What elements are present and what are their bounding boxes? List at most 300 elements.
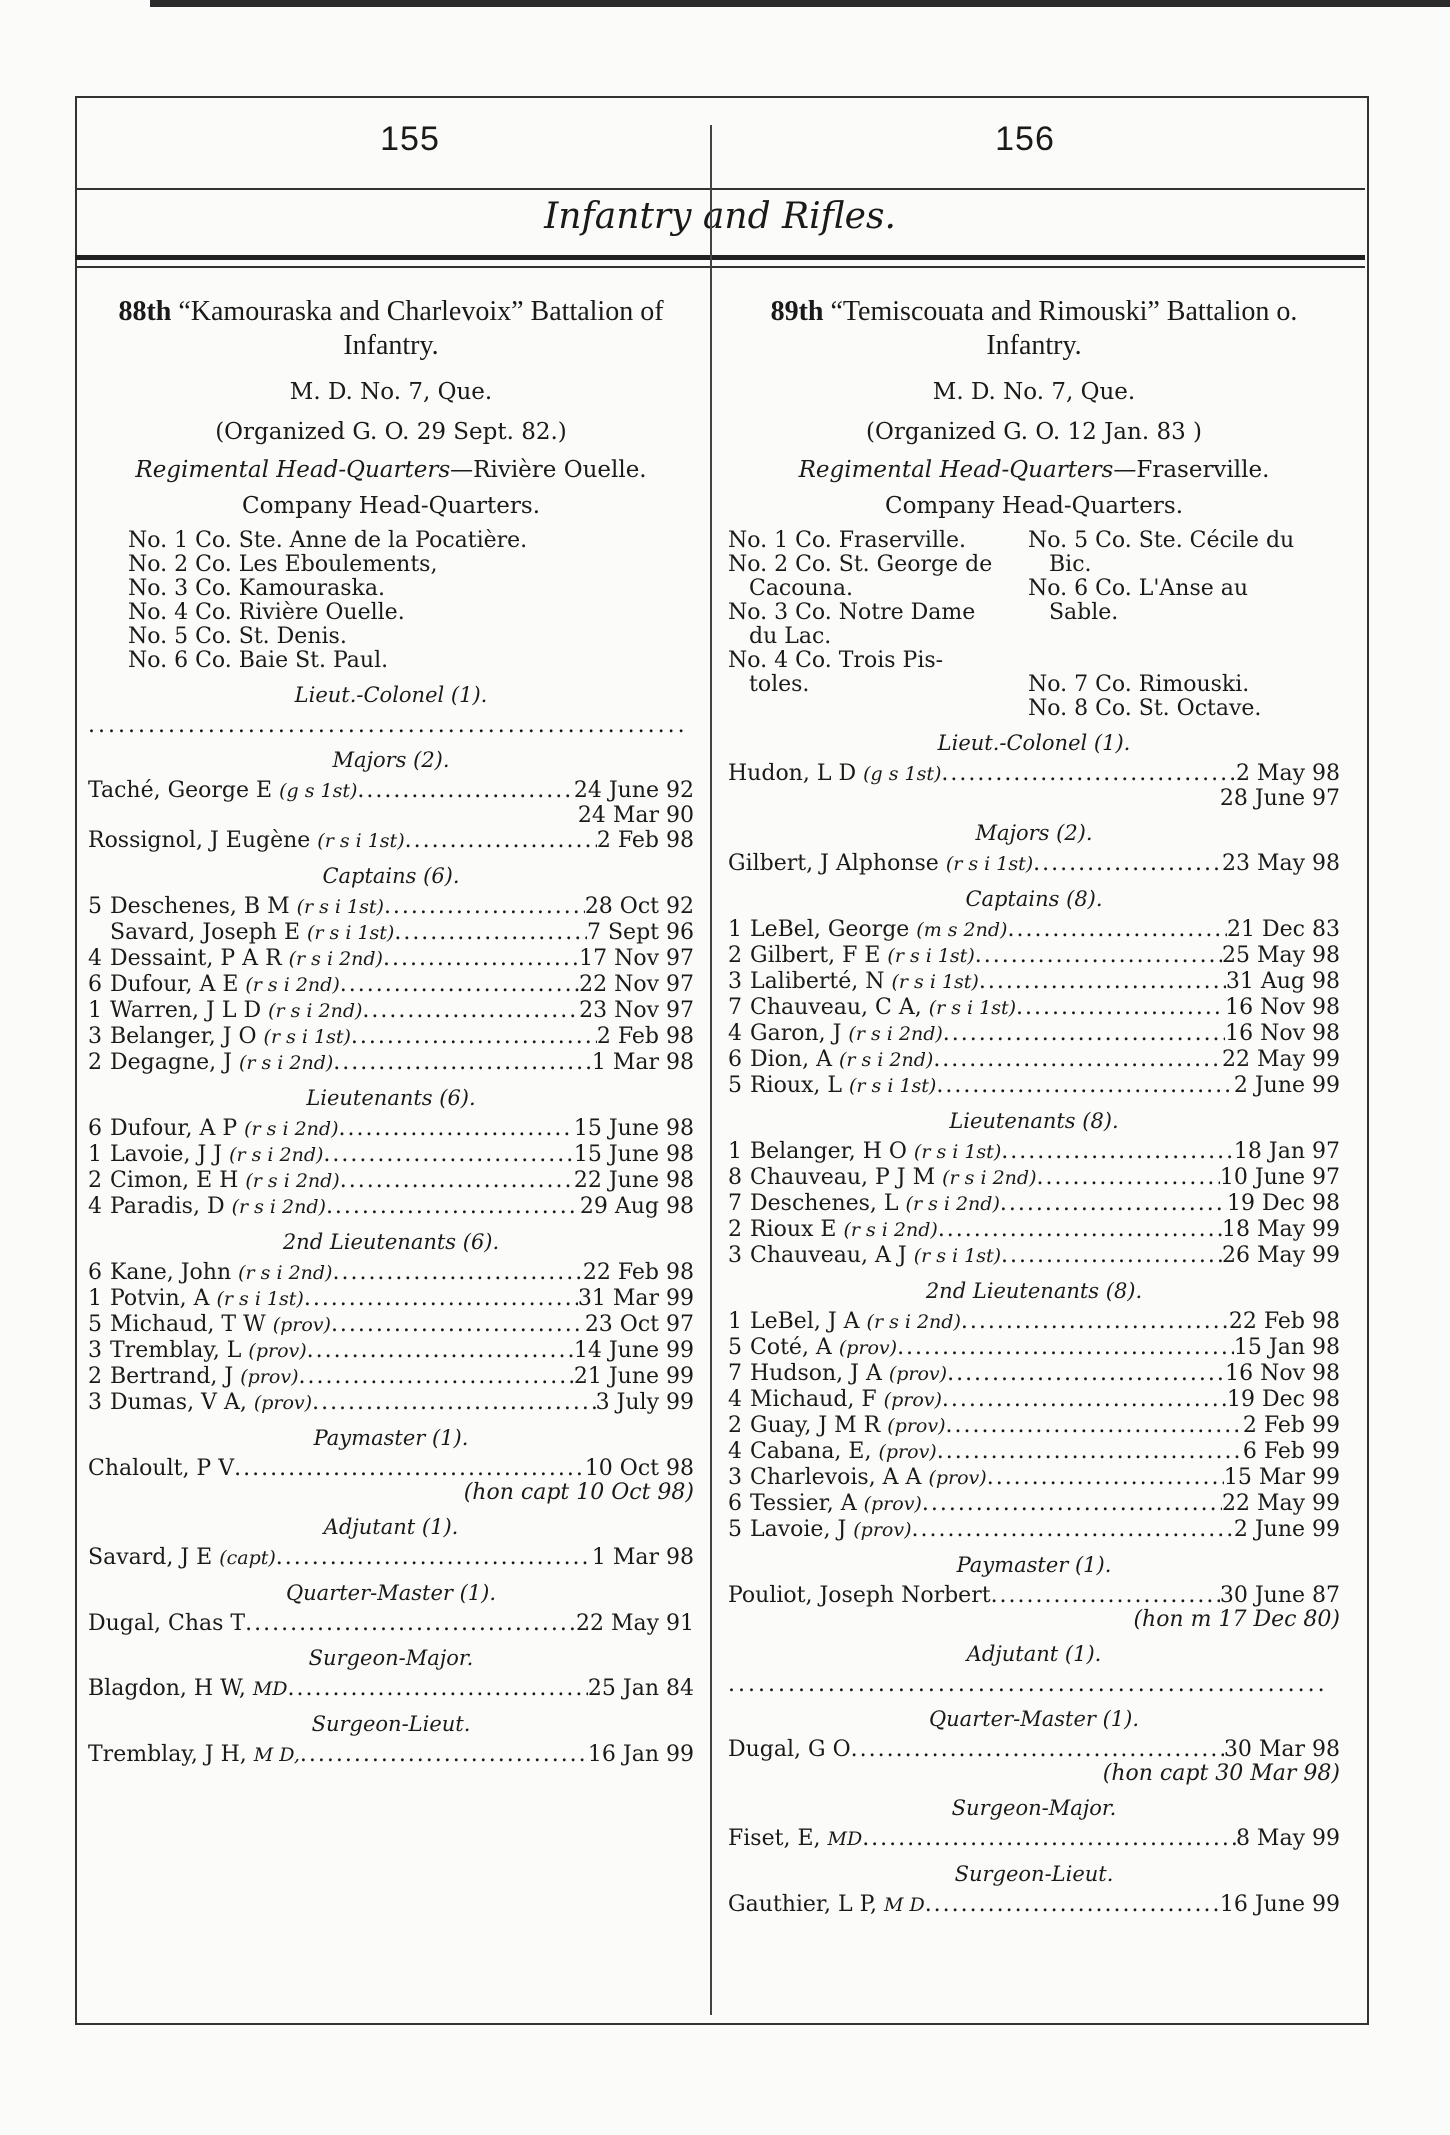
officer-entry [88, 894, 694, 920]
officer-qualification: (r s i 2nd) [288, 948, 383, 970]
commission-date: 16 Nov 98 [1225, 995, 1340, 1020]
page-number-right: 156 [995, 120, 1055, 158]
officer-qualification: MD [827, 1828, 863, 1850]
leader-dots [1007, 917, 1227, 943]
officer-entry [88, 1545, 694, 1571]
entry-number: 4 [728, 1439, 742, 1464]
regimental-hq: Regimental Head-Quarters—Fraserville. [798, 457, 1270, 483]
entry-number: 1 [728, 1309, 742, 1334]
commission-date: 1 Mar 98 [591, 1545, 694, 1570]
officer-name: Gilbert, F E (r s i 1st) [750, 943, 975, 968]
officer-qualification: (r s i 2nd) [866, 1311, 961, 1333]
commission-date: 1 Mar 98 [591, 1050, 694, 1075]
officer-name: Dufour, A E (r s i 2nd) [110, 972, 340, 997]
entry-number: 6 [88, 972, 102, 997]
officer-qualification: (r s i 1st) [913, 1141, 1002, 1163]
entry-number: 2 [728, 1413, 742, 1438]
company-item: No. 5 Co. St. Denis. [128, 624, 347, 649]
commission-date: 22 May 99 [1221, 1047, 1340, 1072]
officer-entry [728, 1491, 1340, 1517]
commission-date: 23 May 98 [1221, 851, 1340, 876]
entry-number: 7 [728, 1361, 742, 1386]
entry-number: 1 [88, 998, 102, 1023]
officer-name: Chaloult, P V [88, 1456, 235, 1481]
leader-dots [961, 1309, 1229, 1335]
commission-date: 29 Aug 98 [579, 1194, 694, 1219]
entry-number: 1 [728, 917, 742, 942]
officer-name: Rioux, L (r s i 1st) [750, 1073, 937, 1098]
officer-list [728, 917, 1340, 1099]
commission-date: 21 Dec 83 [1227, 917, 1340, 942]
officer-name: LeBel, J A (r s i 2nd) [750, 1309, 961, 1334]
leader-dots [304, 1286, 578, 1312]
company-item: No. 4 Co. Rivière Ouelle. [128, 600, 405, 625]
officer-qualification: (r s i 2nd) [245, 974, 340, 996]
officer-qualification: (r s i 2nd) [229, 1144, 324, 1166]
officer-name: Dion, A (r s i 2nd) [750, 1047, 934, 1072]
rank-heading: Adjutant (1). [966, 1642, 1102, 1666]
company-hq-label: Company Head-Quarters. [884, 493, 1184, 519]
commission-date: 23 Oct 97 [584, 1312, 694, 1337]
leader-dots [300, 1742, 588, 1768]
rank-heading: Surgeon-Major. [308, 1646, 474, 1670]
leader-dots [991, 1583, 1220, 1608]
officer-name: Gilbert, J Alphonse (r s i 1st) [728, 851, 1034, 876]
entry-number: 3 [88, 1390, 102, 1415]
entry-number: 6 [728, 1491, 742, 1516]
leader-dots [897, 1335, 1234, 1361]
leader-dots [323, 1142, 573, 1168]
commission-date: 14 June 99 [573, 1338, 694, 1363]
section-title: Infantry and Rifles. [544, 196, 896, 237]
commission-date: 30 Mar 98 [1223, 1737, 1340, 1762]
officer-entry [728, 1073, 1340, 1099]
commission-date: 26 May 99 [1221, 1243, 1340, 1268]
officer-qualification: (capt) [219, 1547, 276, 1569]
leader-dots [943, 1021, 1225, 1047]
commission-date: 16 Nov 98 [1225, 1361, 1340, 1386]
commission-date: 15 Mar 99 [1223, 1465, 1340, 1490]
rank-heading: Adjutant (1). [323, 1515, 459, 1539]
officer-name: Fiset, E, MD [728, 1826, 863, 1851]
leader-dots [975, 943, 1222, 969]
officer-entry [88, 1312, 694, 1338]
company-list-col-b: No. 5 Co. Ste. Cécile du Bic. No. 6 Co. L'Anse au Sable. No. 7 Co. Rimouski. No. 8 Co. St. Octave. [1028, 528, 1295, 721]
leader-dots [979, 969, 1226, 995]
entry-note: (hon capt 10 Oct 98) [463, 1480, 694, 1505]
officer-entry [728, 1413, 1340, 1439]
rank-heading: Paymaster (1). [956, 1553, 1112, 1577]
commission-date: 15 June 98 [573, 1142, 694, 1167]
officer-name: LeBel, George (m s 2nd) [750, 917, 1008, 942]
rank-heading: Surgeon-Lieut. [311, 1712, 471, 1736]
officer-entry [728, 1047, 1340, 1073]
leader-dots [1001, 1243, 1222, 1269]
commission-date: 22 Nov 97 [579, 972, 694, 997]
officer-name: Savard, J E (capt) [88, 1545, 276, 1570]
organized-note: (Organized G. O. 29 Sept. 82.) [215, 419, 567, 445]
organized-note: (Organized G. O. 12 Jan. 83 ) [866, 419, 1202, 445]
entry-number: 1 [728, 1139, 742, 1164]
entry-number: 6 [728, 1047, 742, 1072]
officer-name: Guay, J M R (prov) [750, 1413, 946, 1438]
entry-number [88, 920, 110, 946]
rank-heading: Quarter-Master (1). [928, 1707, 1140, 1731]
commission-date: 18 Jan 97 [1233, 1139, 1340, 1164]
entry-number: 4 [728, 1387, 742, 1412]
commission-date: 16 June 99 [1219, 1892, 1340, 1917]
entry-number: 3 [728, 1243, 742, 1268]
officer-qualification: (r s i 1st) [216, 1288, 304, 1310]
commission-date: 7 Sept 96 [587, 920, 694, 945]
officer-name: Charlevois, A A (prov) [750, 1465, 987, 1490]
commission-date: 6 Feb 99 [1242, 1439, 1340, 1464]
company-hq-label: Company Head-Quarters. [241, 493, 541, 519]
leader-dots [862, 1826, 1236, 1852]
commission-date: 18 May 99 [1221, 1217, 1340, 1242]
officer-name: Lavoie, J (prov) [750, 1517, 912, 1542]
officer-name: Chauveau, A J (r s i 1st) [750, 1243, 1002, 1268]
officer-qualification: (r s i 1st) [891, 971, 979, 993]
officer-list [88, 1545, 694, 1571]
officer-entry [88, 1286, 694, 1312]
officer-name: Dugal, Chas T [88, 1611, 246, 1636]
officer-entry [88, 1611, 694, 1636]
entry-number: 4 [88, 1194, 102, 1219]
officer-entry [88, 998, 694, 1024]
officer-name: Bertrand, J (prov) [110, 1364, 299, 1389]
commission-date: 19 Dec 98 [1227, 1387, 1340, 1412]
commission-date: 2 June 99 [1233, 1517, 1340, 1542]
officer-name: Deschenes, L (r s i 2nd) [750, 1191, 1000, 1216]
officer-entry [88, 1456, 694, 1481]
commission-date: 2 Feb 98 [596, 828, 694, 853]
leader-dots [298, 1364, 573, 1390]
entry-number: 3 [728, 969, 742, 994]
officer-name: Laliberté, N (r s i 1st) [750, 969, 979, 994]
officer-name: Pouliot, Joseph Norbert [728, 1583, 991, 1608]
commission-date: 16 Nov 98 [1225, 1021, 1340, 1046]
commission-date: 2 Feb 98 [596, 1024, 694, 1049]
officer-qualification: (prov) [240, 1366, 299, 1388]
officer-name: Potvin, A (r s i 1st) [110, 1286, 304, 1311]
entry-number: 5 [728, 1073, 742, 1098]
entry-number: 7 [728, 1191, 742, 1216]
officer-qualification: MD [252, 1678, 288, 1700]
officer-qualification: (g s 1st) [863, 763, 942, 785]
leader-dots [946, 1413, 1243, 1439]
officer-qualification: (r s i 1st) [887, 945, 975, 967]
entry-number: 2 [88, 1168, 102, 1193]
officer-entry [88, 1390, 694, 1416]
officer-name: Hudon, L D (g s 1st) [728, 761, 942, 786]
officer-qualification: (prov) [863, 1493, 922, 1515]
officer-name: Chauveau, C A, (r s i 1st) [750, 995, 1017, 1020]
officer-qualification: (m s 2nd) [916, 919, 1008, 941]
leader-dots [987, 1465, 1224, 1491]
entry-number: 3 [88, 1338, 102, 1363]
vacant-dots: ............................................................ [88, 713, 688, 738]
rank-heading: 2nd Lieutenants (8). [925, 1279, 1143, 1303]
leader-dots [384, 894, 585, 920]
leader-dots [912, 1517, 1234, 1543]
officer-entry [728, 1465, 1340, 1491]
officer-entry [88, 1194, 694, 1220]
entry-note: 28 June 97 [1219, 786, 1340, 811]
leader-dots [925, 1892, 1220, 1918]
officer-entry [88, 778, 694, 804]
officer-qualification: (r s i 1st) [317, 830, 405, 852]
officer-entry [88, 1168, 694, 1194]
officer-qualification: (prov) [887, 1415, 946, 1437]
officer-qualification: (r s i 2nd) [905, 1193, 1000, 1215]
officer-qualification: (r s i 2nd) [843, 1219, 938, 1241]
leader-dots [1001, 1139, 1234, 1165]
officer-list [728, 1139, 1340, 1269]
leader-dots [942, 1387, 1227, 1413]
officer-entry [728, 1191, 1340, 1217]
leader-dots [331, 1312, 585, 1338]
top-edge-rule [150, 0, 1450, 7]
officer-qualification: (r s i 1st) [849, 1075, 937, 1097]
commission-date: 3 July 99 [595, 1390, 694, 1415]
officer-entry [728, 851, 1340, 877]
entry-number: 2 [728, 943, 742, 968]
leader-dots [338, 1116, 573, 1142]
officer-name: Dufour, A P (r s i 2nd) [110, 1116, 339, 1141]
officer-entry [728, 761, 1340, 787]
commission-date: 30 June 87 [1219, 1583, 1340, 1608]
rank-heading: Lieutenants (6). [306, 1086, 476, 1110]
entry-number: 4 [88, 946, 102, 971]
officer-list [728, 851, 1340, 877]
commission-date: 10 June 97 [1219, 1165, 1340, 1190]
entry-number: 6 [88, 1116, 102, 1141]
regimental-hq: Regimental Head-Quarters—Rivière Ouelle. [135, 457, 647, 483]
rank-heading: Majors (2). [332, 748, 450, 772]
officer-entry [728, 917, 1340, 943]
rank-heading: Paymaster (1). [313, 1426, 469, 1450]
officer-entry [728, 1737, 1340, 1762]
officer-qualification: (r s i 1st) [296, 896, 384, 918]
officer-qualification: (r s i 1st) [913, 1245, 1002, 1267]
entry-number: 4 [728, 1021, 742, 1046]
officer-entry [728, 1826, 1340, 1852]
leader-dots [307, 1338, 574, 1364]
officer-name: Warren, J L D (r s i 2nd) [110, 998, 363, 1023]
company-item: No. 1 Co. Ste. Anne de la Pocatière. [128, 528, 528, 553]
commission-date: 22 Feb 98 [582, 1260, 694, 1285]
military-district: M. D. No. 7, Que. [289, 379, 493, 405]
column-divider [710, 125, 712, 2015]
rank-heading: Lieut.-Colonel (1). [937, 731, 1131, 755]
officer-entry [88, 946, 694, 972]
right-column [728, 295, 1340, 1918]
officer-list [728, 1583, 1340, 1632]
officer-entry [88, 1338, 694, 1364]
officer-entry [728, 1243, 1340, 1269]
entry-number: 7 [728, 995, 742, 1020]
rank-heading: Lieut.-Colonel (1). [294, 683, 488, 707]
officer-entry [728, 1892, 1340, 1918]
entry-number: 6 [88, 1260, 102, 1285]
commission-date: 10 Oct 98 [584, 1456, 694, 1481]
rank-heading: Quarter-Master (1). [285, 1581, 497, 1605]
officer-qualification: (r s i 2nd) [244, 1118, 339, 1140]
leader-dots [1036, 1165, 1219, 1191]
commission-date: 25 Jan 84 [587, 1676, 694, 1701]
page-number-left: 155 [380, 120, 440, 158]
officer-entry [88, 828, 694, 854]
leader-dots [326, 1194, 580, 1220]
leader-dots [245, 1611, 576, 1636]
officer-entry [728, 1165, 1340, 1191]
officer-qualification: (prov) [248, 1340, 307, 1362]
leader-dots [332, 1260, 582, 1286]
leader-dots [938, 1217, 1222, 1243]
officer-list [728, 1737, 1340, 1786]
officer-qualification: (r s i 1st) [263, 1026, 351, 1048]
officer-qualification: (prov) [878, 1441, 937, 1463]
officer-entry [728, 1021, 1340, 1047]
commission-date: 31 Mar 99 [577, 1286, 694, 1311]
company-item: No. 6 Co. Baie St. Paul. [128, 648, 389, 673]
officer-qualification: (prov) [883, 1389, 942, 1411]
leader-dots [362, 998, 579, 1024]
officer-list [88, 894, 694, 1076]
rank-heading: Surgeon-Lieut. [954, 1862, 1114, 1886]
header-rule [75, 188, 1365, 190]
entry-note: (hon capt 30 Mar 98) [1102, 1761, 1340, 1786]
officer-qualification: (g s 1st) [279, 780, 358, 802]
rank-heading: Majors (2). [975, 821, 1093, 845]
rank-heading: Captains (6). [322, 864, 460, 888]
commission-date: 22 June 98 [573, 1168, 694, 1193]
officer-qualification: (prov) [853, 1519, 912, 1541]
officer-name: Hudson, J A (prov) [750, 1361, 948, 1386]
officer-name: Belanger, H O (r s i 1st) [750, 1139, 1002, 1164]
officer-entry [88, 1142, 694, 1168]
officer-entry [88, 920, 694, 946]
entry-number: 8 [728, 1165, 742, 1190]
commission-date: 21 June 99 [573, 1364, 694, 1389]
officer-name: Lavoie, J J (r s i 2nd) [110, 1142, 324, 1167]
officer-qualification: (r s i 2nd) [268, 1000, 363, 1022]
officer-entry [88, 1024, 694, 1050]
officer-entry [728, 995, 1340, 1021]
officer-name: Coté, A (prov) [750, 1335, 898, 1360]
officer-name: Dumas, V A, (prov) [110, 1390, 313, 1415]
officer-name: Paradis, D (r s i 2nd) [110, 1194, 326, 1219]
officer-qualification: (r s i 2nd) [245, 1170, 340, 1192]
officer-list [728, 1826, 1340, 1852]
leader-dots [351, 1024, 597, 1050]
leader-dots [922, 1491, 1222, 1517]
officer-list [88, 1676, 694, 1702]
officer-entry [728, 1439, 1340, 1465]
leader-dots [937, 1439, 1243, 1465]
leader-dots [936, 1073, 1234, 1099]
entry-number: 5 [88, 1312, 102, 1337]
entry-number: 2 [88, 1364, 102, 1389]
leader-dots [1000, 1191, 1227, 1217]
commission-date: 28 Oct 92 [584, 894, 694, 919]
company-list-col-a: No. 1 Co. Fraserville. No. 2 Co. St. George de Cacouna. No. 3 Co. Notre Dame du Lac. No. 4 Co. Trois Pis- toles. [728, 528, 993, 697]
entry-number: 3 [88, 1024, 102, 1049]
officer-qualification: (prov) [253, 1392, 313, 1414]
officer-entry [88, 1364, 694, 1390]
officer-list [88, 1611, 694, 1636]
commission-date: 2 Feb 99 [1242, 1413, 1340, 1438]
officer-name: Michaud, T W (prov) [110, 1312, 331, 1337]
commission-date: 17 Nov 97 [579, 946, 694, 971]
officer-entry [728, 1361, 1340, 1387]
officer-qualification: (r s i 2nd) [838, 1049, 934, 1071]
officer-name: Tremblay, L (prov) [110, 1338, 307, 1363]
vacant-dots: ............................................................ [728, 1672, 1328, 1697]
officer-entry [728, 1309, 1340, 1335]
officer-name: Blagdon, H W, MD [88, 1676, 288, 1701]
officer-name: Degagne, J (r s i 2nd) [110, 1050, 334, 1075]
officer-name: Deschenes, B M (r s i 1st) [110, 894, 384, 919]
entry-number: 3 [728, 1465, 742, 1490]
officer-name: Dugal, G O [728, 1737, 851, 1762]
leader-dots [234, 1456, 585, 1481]
officer-qualification: (r s i 2nd) [238, 1052, 334, 1074]
officer-qualification: (r s i 1st) [307, 922, 395, 944]
officer-qualification: (prov) [838, 1337, 898, 1359]
officer-name: Tremblay, J H, M D, [88, 1742, 300, 1767]
officer-entry [728, 969, 1340, 995]
leader-dots [405, 828, 597, 854]
commission-date: 22 May 99 [1221, 1491, 1340, 1516]
entry-number: 5 [728, 1517, 742, 1542]
officer-list [728, 1892, 1340, 1918]
leader-dots [333, 1050, 592, 1076]
officer-name: Chauveau, P J M (r s i 2nd) [750, 1165, 1037, 1190]
commission-date: 15 June 98 [573, 1116, 694, 1141]
officer-name: Tessier, A (prov) [750, 1491, 922, 1516]
leader-dots [394, 920, 587, 946]
entry-note: 24 Mar 90 [577, 803, 694, 828]
entry-number: 2 [728, 1217, 742, 1242]
leader-dots [340, 1168, 574, 1194]
commission-date: 19 Dec 98 [1227, 1191, 1340, 1216]
officer-qualification: (r s i 1st) [945, 853, 1034, 875]
leader-dots [312, 1390, 595, 1416]
battalion-title: 89th “Temiscouata and Rimouski” Battalion o. Infantry. [770, 296, 1298, 361]
commission-date: 15 Jan 98 [1233, 1335, 1340, 1360]
officer-list [728, 1309, 1340, 1543]
officer-entry [728, 1139, 1340, 1165]
battalion-title: 88th “Kamouraska and Charlevoix” Battalion of Infantry. [118, 296, 664, 361]
officer-entry [728, 1517, 1340, 1543]
leader-dots [357, 778, 573, 804]
leader-dots [340, 972, 579, 998]
officer-name: Gauthier, L P, M D [728, 1892, 925, 1917]
entry-number: 2 [88, 1050, 102, 1075]
commission-date: 2 May 98 [1235, 761, 1340, 786]
officer-name: Cabana, E, (prov) [750, 1439, 937, 1464]
officer-qualification: (r s i 2nd) [231, 1196, 326, 1218]
officer-entry [728, 943, 1340, 969]
officer-list [728, 761, 1340, 811]
officer-name: Taché, George E (g s 1st) [88, 778, 358, 803]
officer-list [88, 1116, 694, 1220]
commission-date: 8 May 99 [1235, 1826, 1340, 1851]
officer-qualification: (prov) [888, 1363, 948, 1385]
commission-date: 23 Nov 97 [579, 998, 694, 1023]
